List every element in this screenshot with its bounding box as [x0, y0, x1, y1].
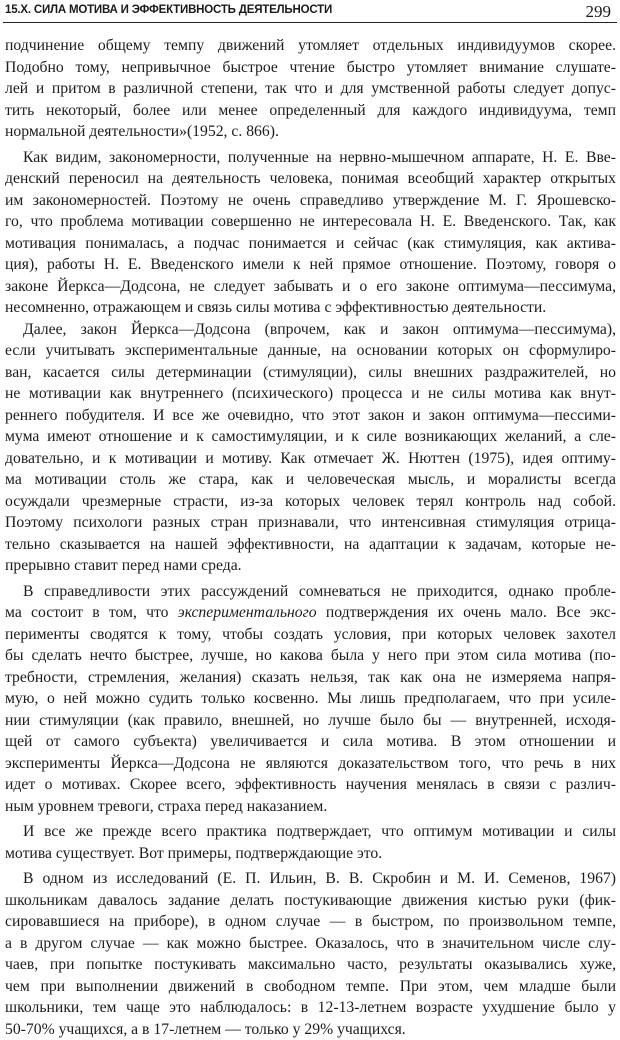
text-line: нормальной деятельности»(1952, с. 866). — [5, 121, 616, 143]
text-line: эксперименты Йеркса—Додсона не являются доказательством того, что речь в них — [5, 753, 616, 775]
text-line: мотивация понималась, а подчас понимается и сейчас (как стимуляция, как активa- — [5, 233, 616, 255]
paragraph-2 — [5, 147, 616, 319]
text-line: ма мотивации столь же стара, как и человеческая мысль, и моралисты всегда — [5, 469, 616, 491]
text-line: подчинение общему темпу движений утомляет отдельных индивидуумов скорее. — [5, 35, 616, 57]
running-head: 15.X. СИЛА МОТИВА И ЭФФЕКТИВНОСТЬ ДЕЯТЕЛЬНОСТИ — [5, 4, 332, 16]
paragraph-5 — [5, 821, 616, 864]
text-line: тельно сказывается на нашей эффективности, на адаптации к задачам, которые не- — [5, 534, 616, 556]
text-line: несомненно, отражающем и связь силы мотива с эффективностью деятельности. — [5, 297, 616, 319]
text-line: чаев, при попытке постукивать максимально часто, результаты оказывались хуже, — [5, 954, 616, 976]
text-line: 50-70% учащихся, а в 17-летнем — только у 29% учащихся. — [5, 1019, 616, 1040]
text-line: Подобно тому, непривычное быстрое чтение быстро утомляет внимание слушате- — [5, 57, 616, 79]
text-line: Далее, закон Йеркса—Додсона (впрочем, как и закон оптимума—пессимума), — [5, 319, 616, 341]
text-line: И все же прежде всего практика подтверждает, что оптимум мотивации и силы — [5, 821, 616, 843]
text-line: довательно, и к мотивации и мотиву. Как отмечает Ж. Нюттен (1975), идея оптиму- — [5, 448, 616, 470]
text-line: лей и притом в различной степени, так что и для умственной работы следует допус- — [5, 78, 616, 100]
text-line: бы сделать нечто быстрее, лучше, но какова была у него при этом сила мотива (по- — [5, 645, 616, 667]
text-line: а в другом случае — как можно быстрее. Оказалось, что в значительном числе слу- — [5, 933, 616, 955]
text-line: го, что проблема мотивации совершенно не интересовала Н. Е. Введенского. Так, как — [5, 211, 616, 233]
text-line: требности, стремления, желания) сказать нельзя, так как она не измеряема напря- — [5, 667, 616, 689]
paragraph-4 — [5, 581, 616, 818]
text-line: мую, о ней можно судить только косвенно. Мы лишь предполагаем, что при усиле- — [5, 688, 616, 710]
text-line: денский переносил на деятельность человека, понимая всеобщий характер открытых — [5, 168, 616, 190]
text-line: прерывно ставит перед нами среда. — [5, 555, 616, 577]
text-line: сировавшиеся на приборе), в одном случае — в быстром, по произвольном темпе, — [5, 911, 616, 933]
text-line: не мотивации как внутреннего (психического) процесса и не силы мотива как внут- — [5, 383, 616, 405]
text-line: если учитывать экспериментальные данные, на основании которых он сформулиро- — [5, 340, 616, 362]
text-line: В одном из исследований (Е. П. Ильин, В. В. Скробин и М. И. Семенов, 1967) — [5, 868, 616, 890]
text-line: ным уровнем тревоги, страха перед наказанием. — [5, 796, 616, 818]
emphasized-word: экспериментального — [178, 604, 317, 621]
text-line: чем при выполнении движений в свободном темпе. При этом, чем младше были — [5, 976, 616, 998]
paragraph-6 — [5, 868, 616, 1040]
text-line: Поэтому психологи разных стран признавали, что интенсивная стимуляция отрица- — [5, 512, 616, 534]
body-text — [5, 35, 616, 1040]
text-line: Как видим, закономерности, полученные на нервно-мышечном аппарате, Н. Е. Вве- — [5, 147, 616, 169]
text-line: нии стимуляции (как правило, внешней, но лучше было бы — внутренней, исходя- — [5, 710, 616, 732]
text-line: тить некоторый, более или менее определенный для каждого индивидуума, темп — [5, 100, 616, 122]
text-line: школьникам давалось задание делать постукивающие движения кистью руки (фик- — [5, 890, 616, 912]
text-line: им закономерностей. Поэтому не очень справедливо утверждение М. Г. Ярошевско- — [5, 190, 616, 212]
text-line: осуждали чрезмерные страсти, из-за которых человек терял контроль над собой. — [5, 491, 616, 513]
text-line: школьники, тем чаще это наблюдалось: в 12-13-летнем возрасте ухудшение было у — [5, 997, 616, 1019]
text-line: ван, касается силы детерминации (стимуляции), силы внешних раздражителей, но — [5, 362, 616, 384]
text-line — [5, 602, 616, 624]
header-rule — [3, 22, 617, 23]
text-line: перименты сводятся к тому, чтобы создать условия, при которых человек захотел — [5, 624, 616, 646]
text-line: мума имеют отношение и к самостимуляции, и к силе возникающих желаний, а сле- — [5, 426, 616, 448]
text-line: В справедливости этих рассуждений сомневаться не приходится, однако пробле- — [5, 581, 616, 603]
text-line: реннего побудителя. И все же очевидно, что этот закон и закон оптимума—пессими- — [5, 405, 616, 427]
text-segment: ма состоит в том, что — [5, 604, 178, 621]
page-number: 299 — [586, 2, 612, 22]
paragraph-3 — [5, 319, 616, 577]
text-line: ция), работы Н. Е. Введенского имели к ней прямое отношение. Поэтому, говоря о — [5, 254, 616, 276]
paragraph-1 — [5, 35, 616, 143]
text-line: мотива существует. Вот примеры, подтверждающие это. — [5, 843, 616, 865]
text-line: идет о мотивах. Скорее всего, эффективность научения менялась в связи с различ- — [5, 774, 616, 796]
text-segment: подтверждения их очень мало. Все экс- — [317, 604, 616, 621]
text-line: щей от самого субъекта) увеличивается и сила мотива. В этом отношении и — [5, 731, 616, 753]
text-line: законе Йеркса—Додсона, не следует забывать и о его законе оптимума—пессимума, — [5, 276, 616, 298]
